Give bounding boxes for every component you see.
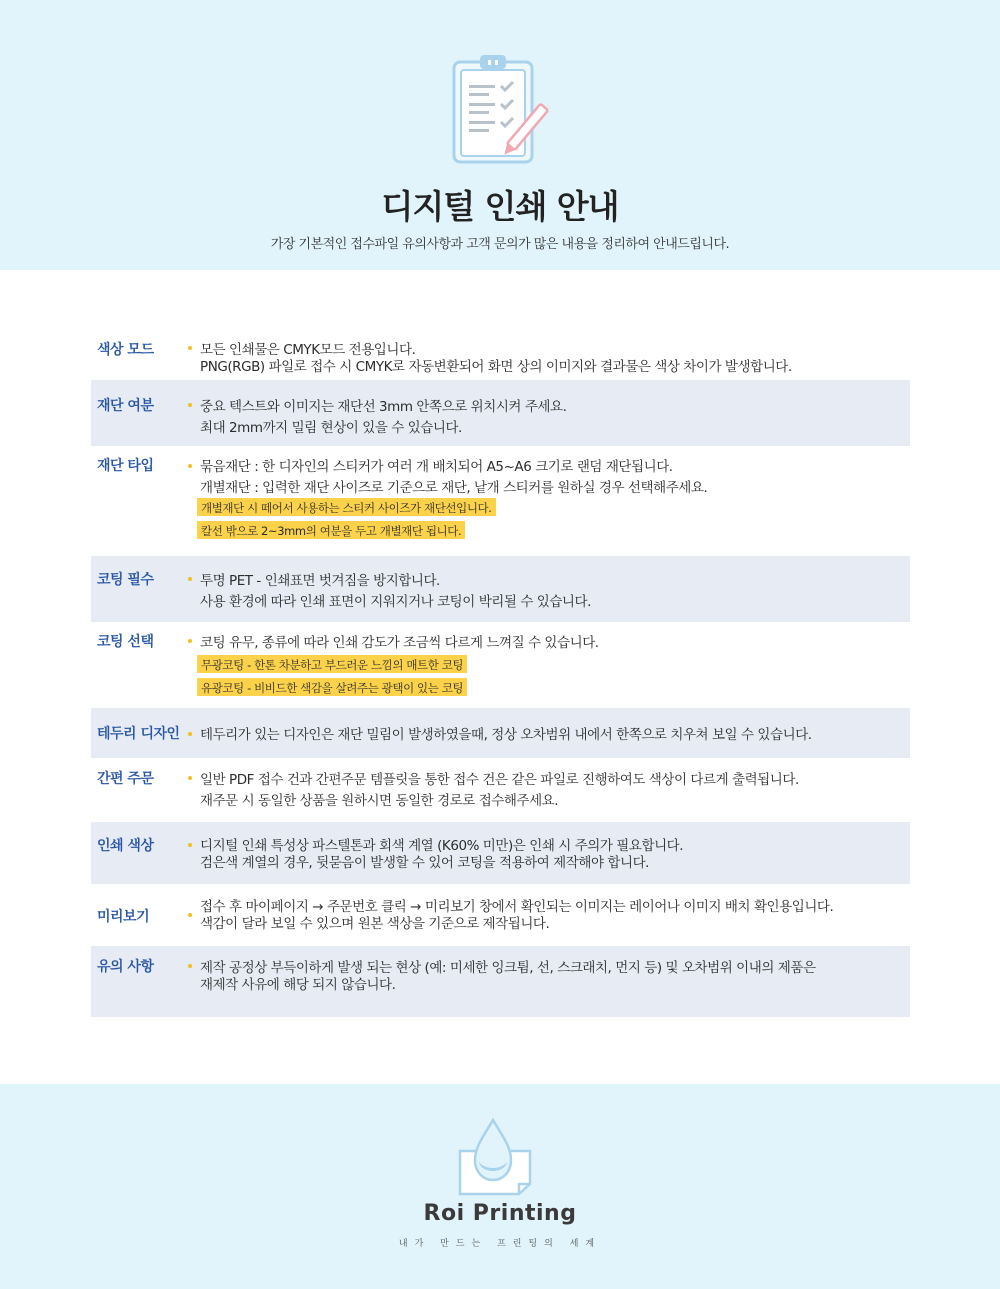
row-text: 중요 텍스트와 이미지는 재단선 3mm 안쪽으로 위치시켜 주세요. xyxy=(200,399,567,415)
bullet-dot xyxy=(188,403,192,407)
highlight-note: 개별재단 시 떼어서 사용하는 스티커 사이즈가 재단선입니다. xyxy=(197,498,496,516)
row-label: 재단 타입 xyxy=(97,458,154,474)
row-text: 일반 PDF 접수 건과 간편주문 템플릿을 통한 접수 건은 같은 파일로 진행하여도 색상이 다르게 출력됩니다. xyxy=(200,772,799,788)
guide-row-border-design xyxy=(91,708,910,758)
guide-row-preview xyxy=(91,884,910,946)
brand-tagline: 내가 만드는 프린팅의 세계 xyxy=(398,1239,602,1249)
row-label: 인쇄 색상 xyxy=(97,838,154,854)
bullet-dot xyxy=(188,639,192,643)
highlight-note: 무광코팅 - 한톤 차분하고 부드러운 느낌의 매트한 코팅 xyxy=(197,655,467,673)
guide-row-color-mode xyxy=(91,330,910,380)
guide-row-print-color xyxy=(91,822,910,884)
row-text: 디지털 인쇄 특성상 파스텔톤과 회색 계열 (K60% 미만)은 인쇄 시 주의가 필요합니다. xyxy=(200,838,684,854)
row-text: 사용 환경에 따라 인쇄 표면이 지워지거나 코팅이 박리될 수 있습니다. xyxy=(200,594,591,610)
bullet-dot xyxy=(188,913,192,917)
page-title: 디지털 인쇄 안내 xyxy=(381,187,619,226)
row-label: 재단 여분 xyxy=(97,398,154,414)
row-text: 검은색 계열의 경우, 뒷묻음이 발생할 수 있어 코팅을 적용하여 제작해야 합니다. xyxy=(200,855,650,871)
row-text: 재주문 시 동일한 상품을 원하시면 동일한 경로로 접수해주세요. xyxy=(200,793,559,809)
row-label: 유의 사항 xyxy=(97,959,154,975)
guide-row-coating-required xyxy=(91,556,910,622)
bullet-dot xyxy=(188,577,192,581)
guide-row-coating-choice xyxy=(91,622,910,708)
guide-row-cut-type xyxy=(91,446,910,556)
row-text: 모든 인쇄물은 CMYK모드 전용입니다. xyxy=(200,342,416,358)
guide-row-easy-order xyxy=(91,758,910,822)
row-text: 투명 PET - 인쇄표면 벗겨짐을 방지합니다. xyxy=(200,573,440,589)
row-label: 색상 모드 xyxy=(97,342,154,358)
bullet-dot xyxy=(188,964,192,968)
bullet-dot xyxy=(188,464,192,468)
guide-row-notice xyxy=(91,946,910,1017)
bullet-dot xyxy=(188,732,192,736)
guide-row-bleed-margin xyxy=(91,380,910,446)
highlight-note: 칼선 밖으로 2~3mm의 여분을 두고 개별재단 됩니다. xyxy=(197,521,465,539)
page-subtitle: 가장 기본적인 접수파일 유의사항과 고객 문의가 많은 내용을 정리하여 안내드립니다. xyxy=(270,237,730,252)
row-text: 제작 공정상 부득이하게 발생 되는 현상 (예: 미세한 잉크튐, 선, 스크래치, 먼지 등) 및 오차범위 이내의 제품은 xyxy=(200,960,816,976)
row-text: 묶음재단 : 한 디자인의 스티커가 여러 개 배치되어 A5~A6 크기로 랜덤 재단됩니다. xyxy=(200,459,673,475)
row-text: 재제작 사유에 해당 되지 않습니다. xyxy=(200,977,396,993)
row-label: 코팅 필수 xyxy=(97,572,154,588)
highlight-note: 유광코팅 - 비비드한 색감을 살려주는 광택이 있는 코팅 xyxy=(197,678,467,696)
row-text: 접수 후 마이페이지 → 주문번호 클릭 → 미리보기 창에서 확인되는 이미지는 레이어나 이미지 배치 확인용입니다. xyxy=(200,899,834,915)
guide-list xyxy=(91,330,910,1017)
bullet-dot xyxy=(188,346,192,350)
row-text: 코팅 유무, 종류에 따라 인쇄 감도가 조금씩 다르게 느껴질 수 있습니다. xyxy=(200,635,599,651)
row-text: 색감이 달라 보일 수 있으며 원본 색상을 기준으로 제작됩니다. xyxy=(200,916,550,932)
row-label: 테두리 디자인 xyxy=(97,726,180,742)
row-label: 코팅 선택 xyxy=(97,634,154,650)
row-text: PNG(RGB) 파일로 접수 시 CMYK로 자동변환되어 화면 상의 이미지와 결과물은 색상 차이가 발생합니다. xyxy=(200,359,792,375)
bullet-dot xyxy=(188,843,192,847)
row-text: 최대 2mm까지 밀림 현상이 있을 수 있습니다. xyxy=(200,420,462,436)
row-label: 간편 주문 xyxy=(97,771,154,787)
clipboard-checklist-icon xyxy=(450,52,550,166)
water-drop-paper-icon xyxy=(455,1116,535,1196)
bullet-dot xyxy=(188,776,192,780)
row-text: 테두리가 있는 디자인은 재단 밀림이 발생하였을때, 정상 오차범위 내에서 한쪽으로 치우쳐 보일 수 있습니다. xyxy=(200,727,812,743)
row-text: 개별재단 : 입력한 재단 사이즈로 기준으로 재단, 낱개 스티커를 원하실 경우 선택해주세요. xyxy=(200,480,708,496)
row-label: 미리보기 xyxy=(97,909,150,925)
brand-name: Roi Printing xyxy=(423,1201,577,1226)
